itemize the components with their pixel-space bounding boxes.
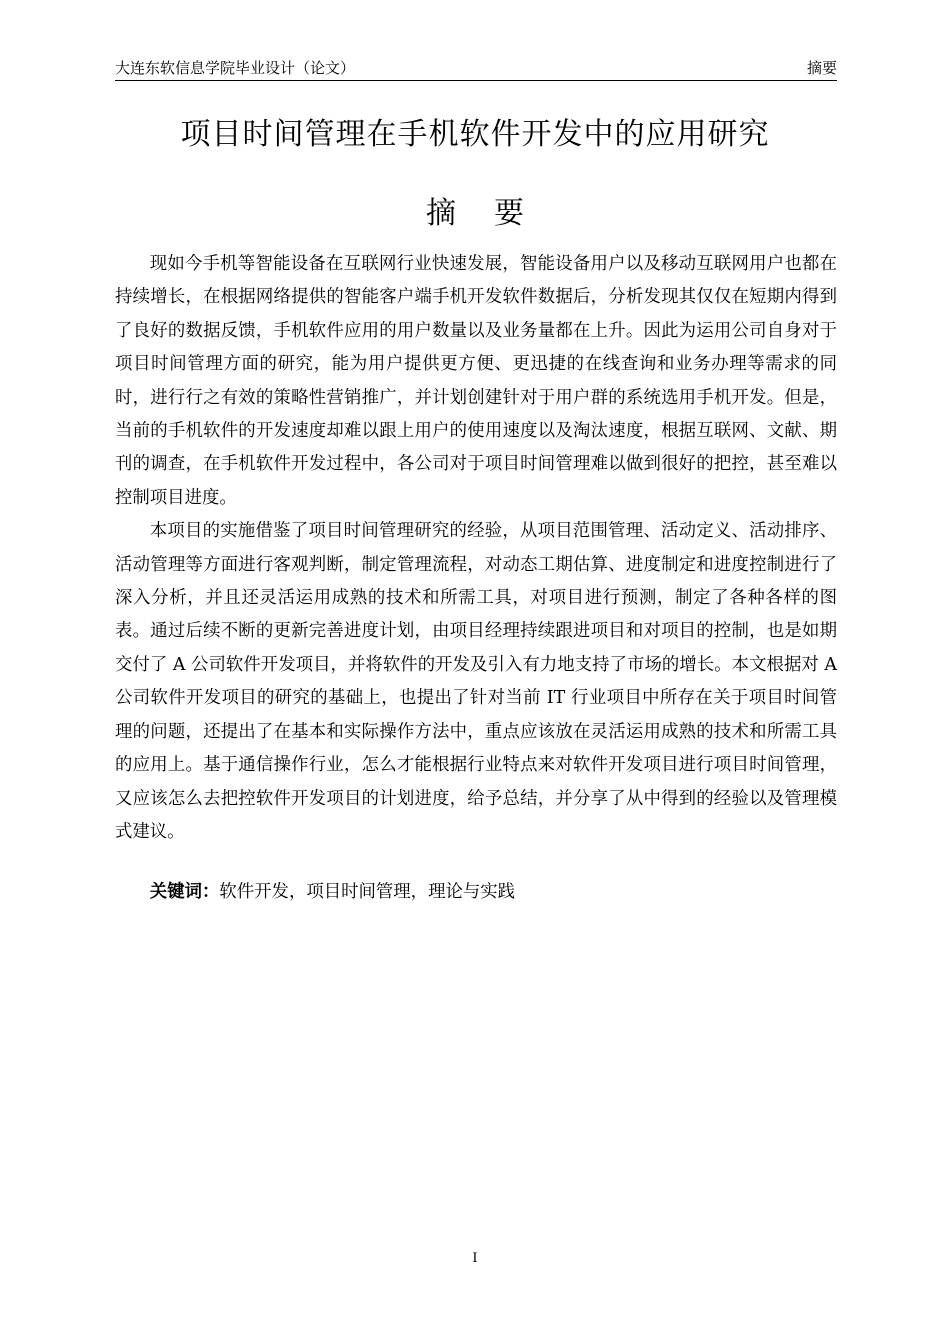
document-title: 项目时间管理在手机软件开发中的应用研究 bbox=[180, 117, 770, 152]
keywords-label: 关键词： bbox=[149, 882, 220, 902]
header-school-thesis-label: 大连东软信息学院毕业设计（论文） bbox=[115, 59, 356, 77]
abstract-body bbox=[115, 248, 837, 849]
abstract-paragraph-1: 现如今手机等智能设备在互联网行业快速发展，智能设备用户以及移动互联网用户也都在持续增长，在根据网络提供的智能客户端手机开发软件数据后，分析发现其仅仅在短期内得到了良好的数据反馈，手机软件应用的用户数量以及业务量都在上升。因此为运用公司自身对于项目时间管理方面的研究，能为用户提供更方便、更迅捷的在线查询和业务办理等需求的同时，进行行之有效的策略性营销推广，并计划创建针对于用户群的系统选用手机开发。但是，当前的手机软件的开发速度却难以跟上用户的使用速度以及淘汰速度，根据互联网、文献、期刊的调查，在手机软件开发过程中，各公司对于项目时间管理难以做到很好的把控，甚至难以控制项目进度。 bbox=[115, 254, 837, 508]
page-header bbox=[115, 58, 837, 81]
abstract-paragraph-2: 本项目的实施借鉴了项目时间管理研究的经验，从项目范围管理、活动定义、活动排序、活动管理等方面进行客观判断，制定管理流程，对动态工期估算、进度制定和进度控制进行了深入分析，并且还灵活运用成熟的技术和所需工具，对项目进行预测，制定了各种各样的图表。通过后续不断的更新完善进度计划，由项目经理持续跟进项目和对项目的控制，也是如期交付了 A 公司软件开发项目，并将软件的开发及引入有力地支持了市场的增长。本文根据对 A 公司软件开发项目的研究的基础上，也提出了针对当前 IT 行业项目中所存在关于项目时间管理的问题，还提出了在基本和实际操作方法中，重点应该放在灵活运用成熟的技术和所需工具的应用上。基于通信操作行业，怎么才能根据行业特点来对软件开发项目进行项目时间管理，又应该怎么去把控软件开发项目的计划进度，给予总结，并分享了从中得到的经验以及管理模式建议。 bbox=[115, 521, 837, 842]
page-number: I bbox=[472, 1251, 478, 1266]
keywords-line bbox=[115, 876, 837, 909]
header-section-label: 摘要 bbox=[806, 59, 837, 77]
keywords-text: 软件开发，项目时间管理，理论与实践 bbox=[219, 882, 516, 902]
abstract-heading-char-1: 摘 bbox=[426, 196, 456, 231]
abstract-heading-char-2: 要 bbox=[494, 196, 524, 231]
abstract-heading bbox=[0, 192, 950, 236]
